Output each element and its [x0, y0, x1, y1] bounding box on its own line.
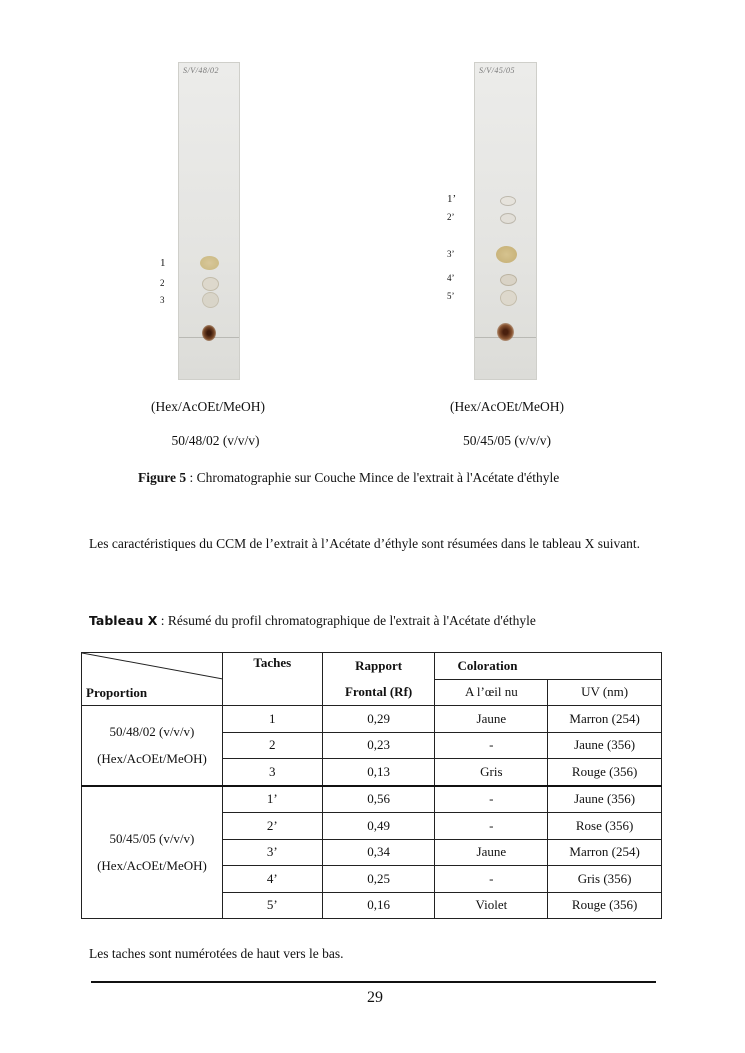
cell-tache: 5’ — [222, 892, 322, 919]
cell-uv: Gris (356) — [548, 866, 662, 893]
group-1-proportion — [82, 706, 223, 786]
cell-uv: Marron (254) — [548, 839, 662, 866]
spot-4-prime — [500, 274, 517, 286]
intro-paragraph: Les caractéristiques du CCM de l’extrait à l’Acétate d’éthyle sont résumées dans le tableau X suivant. — [89, 536, 641, 551]
spot-3 — [202, 292, 219, 308]
header-proportion-label: Proportion — [86, 685, 148, 700]
table-row — [82, 706, 662, 733]
cell-uv: Marron (254) — [548, 706, 662, 733]
header-frontal: Frontal (Rf) — [322, 679, 435, 706]
footer-rule — [91, 981, 656, 983]
left-label-3: 3 — [160, 295, 165, 305]
group-2-proportion — [82, 786, 223, 919]
cell-uv: Rouge (356) — [548, 759, 662, 786]
left-ratio: 50/48/02 (v/v/v) — [171, 433, 260, 448]
cell-rf: 0,29 — [322, 706, 435, 733]
right-label-1: 1’ — [447, 193, 457, 205]
header-coloration: Coloration — [435, 653, 662, 680]
left-label-1: 1 — [160, 257, 166, 269]
page-number: 29 — [367, 989, 383, 1006]
cell-rf: 0,56 — [322, 786, 435, 813]
cell-tache: 1 — [222, 706, 322, 733]
cell-tache: 3 — [222, 759, 322, 786]
spot-3-prime — [496, 246, 517, 263]
table-title-label: Tableau X — [89, 613, 158, 628]
spot-origin-left — [202, 325, 216, 341]
table-title-text: : Résumé du profil chromatographique de l'extrait à l'Acétate d'éthyle — [157, 613, 536, 628]
cell-rf: 0,13 — [322, 759, 435, 786]
spot-2 — [202, 277, 219, 291]
cell-tache: 3’ — [222, 839, 322, 866]
right-label-3: 3’ — [447, 249, 455, 259]
right-eluent: (Hex/AcOEt/MeOH) — [450, 399, 564, 414]
right-ratio: 50/45/05 (v/v/v) — [462, 433, 552, 448]
table-title — [89, 613, 536, 629]
cell-oeil: Jaune — [435, 839, 548, 866]
cell-tache: 1’ — [222, 786, 322, 813]
results-table — [81, 652, 662, 919]
spot-5-prime — [500, 290, 517, 306]
group-1-ratio: 50/48/02 (v/v/v) — [109, 724, 195, 740]
cell-oeil: Jaune — [435, 706, 548, 733]
right-label-2: 2’ — [447, 212, 455, 222]
cell-uv: Rose (356) — [548, 813, 662, 840]
table-note: Les taches sont numérotées de haut vers le bas. — [89, 946, 344, 961]
group-1-eluent: (Hex/AcOEt/MeOH) — [97, 751, 207, 767]
right-label-4: 4’ — [447, 273, 455, 283]
cell-tache: 2’ — [222, 813, 322, 840]
table-header-row-1 — [82, 653, 662, 680]
header-uv: UV (nm) — [548, 679, 662, 706]
plate-right-header: S/V/45/05 — [479, 66, 516, 75]
cell-tache: 2 — [222, 732, 322, 759]
header-taches: Taches — [222, 653, 322, 706]
cell-oeil: Violet — [435, 892, 548, 919]
spot-2-prime — [500, 213, 516, 224]
spot-1 — [200, 256, 219, 270]
spot-1-prime — [500, 196, 516, 206]
cell-tache: 4’ — [222, 866, 322, 893]
header-proportion — [82, 653, 223, 706]
group-2-ratio: 50/45/05 (v/v/v) — [109, 831, 195, 847]
cell-oeil: - — [435, 813, 548, 840]
tlc-plate-right — [474, 62, 537, 380]
cell-oeil: - — [435, 786, 548, 813]
cell-oeil: - — [435, 866, 548, 893]
header-oeil: A l’œil nu — [435, 679, 548, 706]
plate-left-header: S/V/48/02 — [183, 66, 220, 75]
spot-origin-right — [497, 323, 514, 341]
header-diagonal-line — [82, 653, 223, 705]
cell-uv: Jaune (356) — [548, 732, 662, 759]
left-eluent: (Hex/AcOEt/MeOH) — [151, 399, 265, 414]
cell-rf: 0,49 — [322, 813, 435, 840]
cell-uv: Rouge (356) — [548, 892, 662, 919]
figure-caption-text: : Chromatographie sur Couche Mince de l'extrait à l'Acétate d'éthyle — [186, 470, 560, 485]
cell-rf: 0,34 — [322, 839, 435, 866]
cell-uv: Jaune (356) — [548, 786, 662, 813]
group-2-eluent: (Hex/AcOEt/MeOH) — [97, 858, 207, 874]
tlc-plate-left — [178, 62, 240, 380]
cell-rf: 0,23 — [322, 732, 435, 759]
header-rapport: Rapport — [322, 653, 435, 680]
figure-caption-label: Figure 5 — [138, 470, 187, 485]
cell-rf: 0,16 — [322, 892, 435, 919]
cell-oeil: - — [435, 732, 548, 759]
cell-rf: 0,25 — [322, 866, 435, 893]
cell-oeil: Gris — [435, 759, 548, 786]
figure-caption — [138, 470, 559, 486]
table-row — [82, 786, 662, 813]
left-label-2: 2 — [160, 278, 165, 288]
right-label-5: 5’ — [447, 291, 455, 301]
